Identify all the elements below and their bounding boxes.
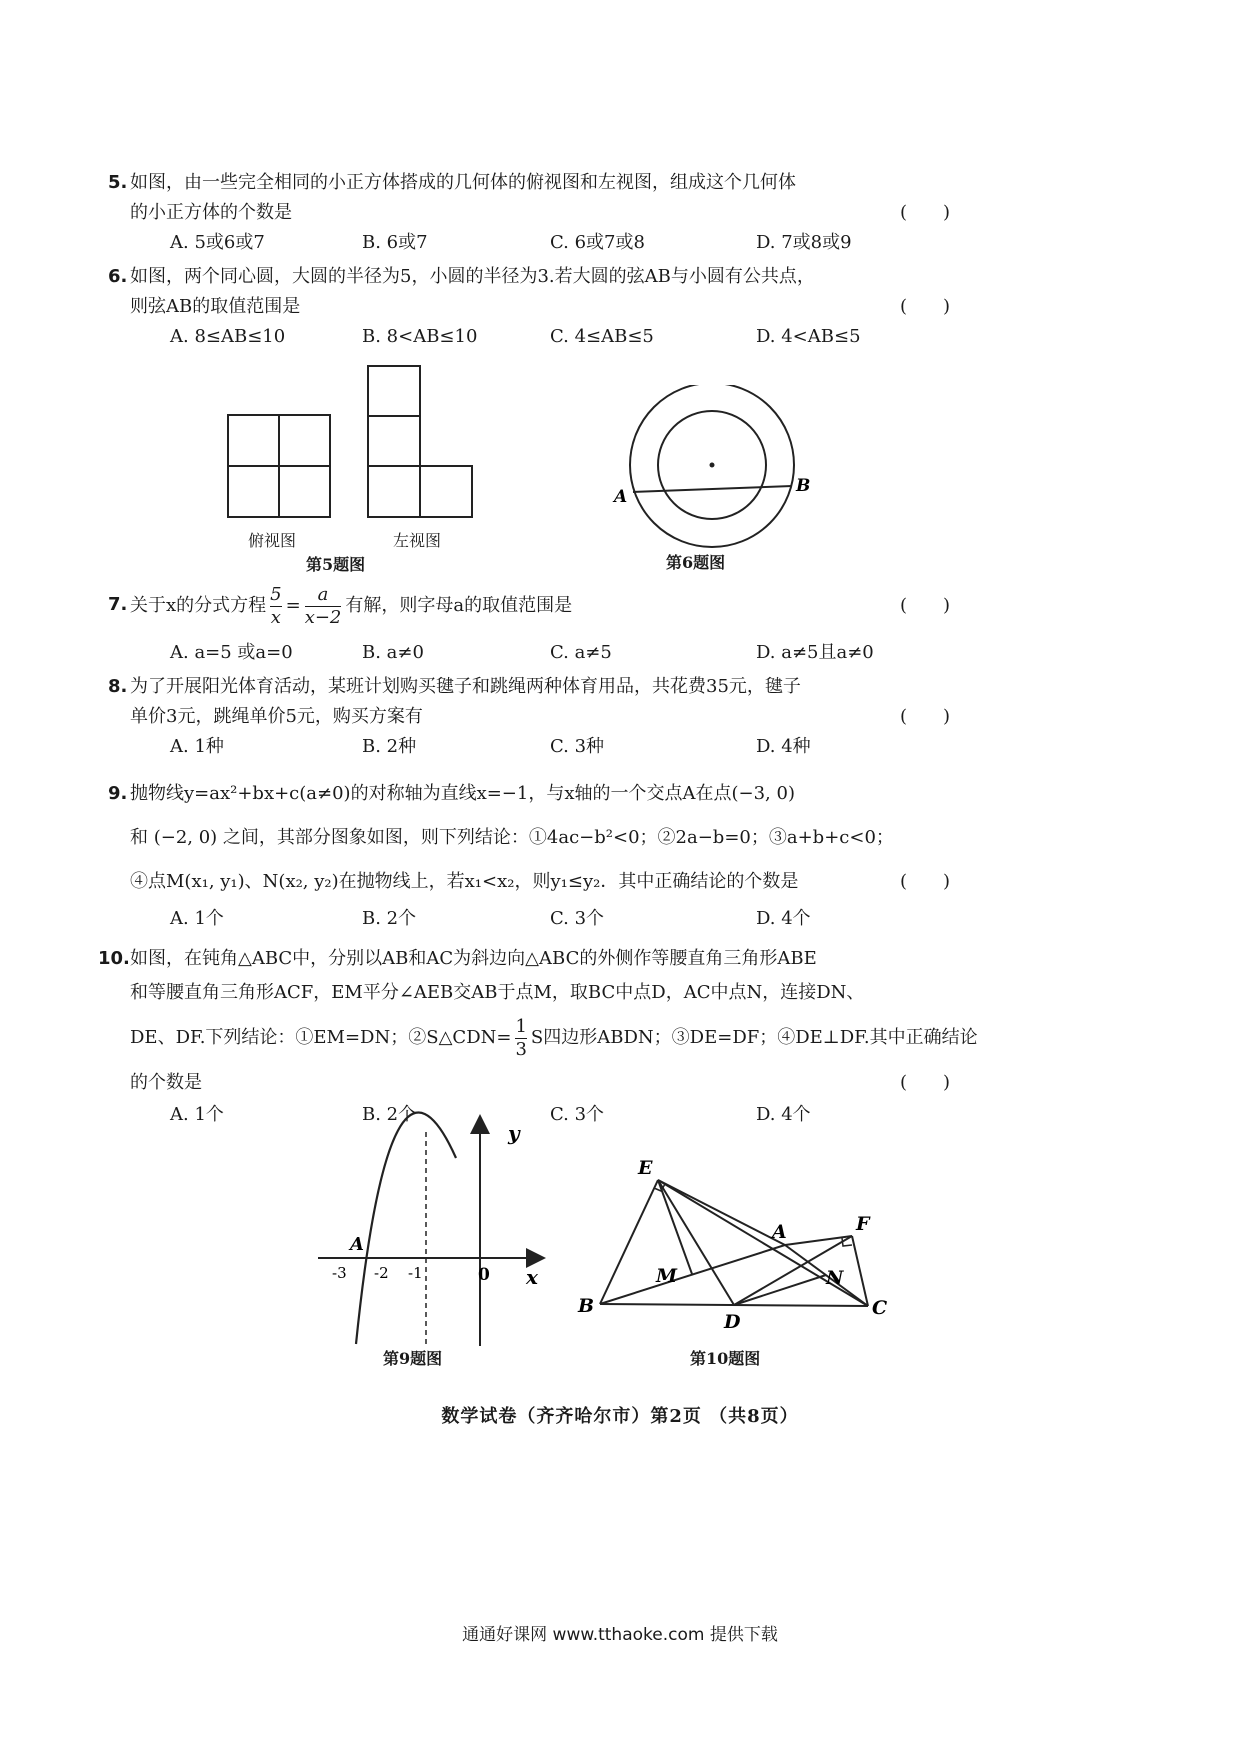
- question-text: ④点M(x₁, y₁)、N(x₂, y₂)在抛物线上，若x₁<x₂，则y₁≤y₂．其中正确结论的个数是: [130, 871, 799, 892]
- label-a: A: [772, 1221, 787, 1243]
- label-c: C: [872, 1297, 888, 1319]
- option-d: D. 4种: [756, 736, 811, 757]
- answer-paren: ( ): [899, 706, 950, 727]
- fraction-5-over-x: $\frac{5}{x}$: [270, 583, 282, 628]
- option-a: A. 1种: [170, 736, 224, 757]
- question-text: 如图，两个同心圆，大圆的半径为5，小圆的半径为3.若大圆的弦AB与小圆有公共点，: [130, 266, 815, 287]
- option-c: C. 6或7或8: [550, 232, 645, 253]
- x-axis-label: x: [526, 1265, 538, 1289]
- answer-paren: ( ): [899, 871, 950, 892]
- question-number: 10.: [98, 948, 130, 969]
- segment-dn: [734, 1275, 826, 1305]
- tick-label: -3: [332, 1264, 347, 1282]
- answer-paren: ( ): [899, 1072, 950, 1093]
- question-7: 7. 关于x的分式方程 $\frac{5}{x}$ = $\frac{a}{x-2}$ 有解，则字母a的取值范围是 ( ) A. a=5 或a=0 B. a≠0 C. a≠5 D. a≠5且a≠0: [130, 580, 950, 668]
- question-number: 5.: [108, 172, 128, 193]
- option-d: D. 4<AB≤5: [756, 326, 861, 347]
- question-text: 有解，则字母a的取值范围是: [345, 595, 573, 616]
- label-n: N: [826, 1267, 844, 1289]
- top-view-label: 俯视图: [248, 531, 297, 550]
- source-watermark: 通通好课网 www.tthaoke.com 提供下载: [462, 1625, 778, 1645]
- options: [130, 638, 950, 668]
- question-text: 关于x的分式方程: [130, 595, 267, 616]
- question-text: 如图，在钝角△ABC中，分别以AB和AC为斜边向△ABC的外侧作等腰直角三角形ABE: [130, 948, 817, 969]
- option-c: C. 3种: [550, 736, 605, 757]
- option-b: B. 2个: [362, 1104, 417, 1125]
- left-view-label: 左视图: [393, 531, 442, 550]
- point-a-label: A: [350, 1234, 364, 1255]
- option-a: A. 8≤AB≤10: [170, 326, 286, 347]
- figure-6-caption: 第6题图: [666, 553, 726, 572]
- figure-6: [600, 385, 840, 565]
- option-c: C. a≠5: [550, 642, 612, 663]
- question-text: 和等腰直角三角形ACF，EM平分∠AEB交AB于点M，取BC中点D，AC中点N，连接DN、: [130, 982, 865, 1003]
- question-text: 则弦AB的取值范围是: [130, 296, 301, 317]
- option-a: A. 1个: [170, 1104, 224, 1125]
- options: [130, 228, 950, 258]
- y-axis-label: y: [508, 1121, 520, 1145]
- question-10: [98, 942, 978, 1130]
- fraction-one-third: $\frac{1}{3}$: [515, 1015, 527, 1060]
- figure-9-caption: 第9题图: [383, 1349, 443, 1368]
- options: [130, 732, 950, 762]
- label-f: F: [856, 1213, 870, 1235]
- label-m: M: [656, 1265, 678, 1287]
- label-d: D: [724, 1311, 741, 1333]
- chord-ab: [633, 486, 792, 492]
- left-view-side-square: [420, 466, 472, 517]
- center-point: [710, 463, 715, 468]
- question-text: 为了开展阳光体育活动，某班计划购买毽子和跳绳两种体育用品，共花费35元，毽子: [130, 676, 801, 697]
- question-number: 9.: [108, 783, 128, 804]
- option-b: B. a≠0: [362, 642, 424, 663]
- answer-paren: ( ): [899, 296, 950, 317]
- question-9: [108, 772, 950, 934]
- option-a: A. 1个: [170, 908, 224, 929]
- left-view-column: [368, 366, 420, 517]
- question-text: S四边形ABDN；③DE=DF；④DE⊥DF.其中正确结论: [530, 1027, 978, 1048]
- option-a: A. 5或6或7: [170, 232, 265, 253]
- question-number: 6.: [108, 266, 128, 287]
- option-d: D. a≠5且a≠0: [756, 642, 874, 663]
- figure-10: [570, 1150, 900, 1340]
- figure-10-caption: 第10题图: [690, 1349, 761, 1368]
- option-b: B. 2个: [362, 908, 417, 929]
- option-c: C. 3个: [550, 908, 605, 929]
- question-text: 单价3元，跳绳单价5元，购买方案有: [130, 706, 423, 727]
- option-b: B. 6或7: [362, 232, 428, 253]
- question-number: 8.: [108, 676, 128, 697]
- option-b: B. 8<AB≤10: [362, 326, 478, 347]
- label-e: E: [638, 1157, 653, 1179]
- figure-5-caption: 第5题图: [306, 555, 366, 574]
- option-c: C. 4≤AB≤5: [550, 326, 654, 347]
- tick-label: -1: [408, 1264, 423, 1282]
- question-8: [108, 672, 950, 762]
- option-d: D. 7或8或9: [756, 232, 852, 253]
- answer-paren: ( ): [899, 202, 950, 223]
- segment-ba: [600, 1245, 785, 1304]
- parabola-curve: [356, 1113, 456, 1344]
- options: [130, 322, 950, 352]
- fraction-a-over-x-2: $\frac{a}{x-2}$: [304, 583, 342, 628]
- segment-eb: [600, 1180, 658, 1304]
- question-number: 7.: [108, 594, 128, 615]
- answer-paren: ( ): [899, 595, 950, 616]
- question-text: 的个数是: [130, 1072, 202, 1093]
- label-a: A: [614, 487, 628, 507]
- question-text: 如图，由一些完全相同的小正方体搭成的几何体的俯视图和左视图，组成这个几何体: [130, 172, 796, 193]
- option-b: B. 2种: [362, 736, 417, 757]
- option-a: A. a=5 或a=0: [170, 642, 293, 663]
- figure-9: [310, 1110, 560, 1350]
- label-b: B: [578, 1295, 595, 1317]
- question-text: 和 (−2, 0) 之间，其部分图象如图，则下列结论：①4ac−b²<0；②2a−b=0；③a+b+c<0；: [130, 827, 894, 848]
- question-5: [108, 168, 950, 258]
- origin-label: 0: [478, 1265, 490, 1285]
- question-text: 的小正方体的个数是: [130, 202, 292, 223]
- option-c: C. 3个: [550, 1104, 605, 1125]
- label-b: B: [796, 476, 811, 496]
- option-d: D. 4个: [756, 908, 811, 929]
- page-footer: 数学试卷（齐齐哈尔市）第2页 （共8页）: [441, 1406, 799, 1427]
- tick-label: -2: [374, 1264, 389, 1282]
- question-text: DE、DF.下列结论：①EM=DN；②S△CDN=: [130, 1027, 512, 1048]
- question-6: [108, 262, 950, 352]
- question-text: 抛物线y=ax²+bx+c(a≠0)的对称轴为直线x=−1，与x轴的一个交点A在点(−3, 0): [130, 783, 795, 804]
- option-d: D. 4个: [756, 1104, 811, 1125]
- options: [130, 904, 950, 934]
